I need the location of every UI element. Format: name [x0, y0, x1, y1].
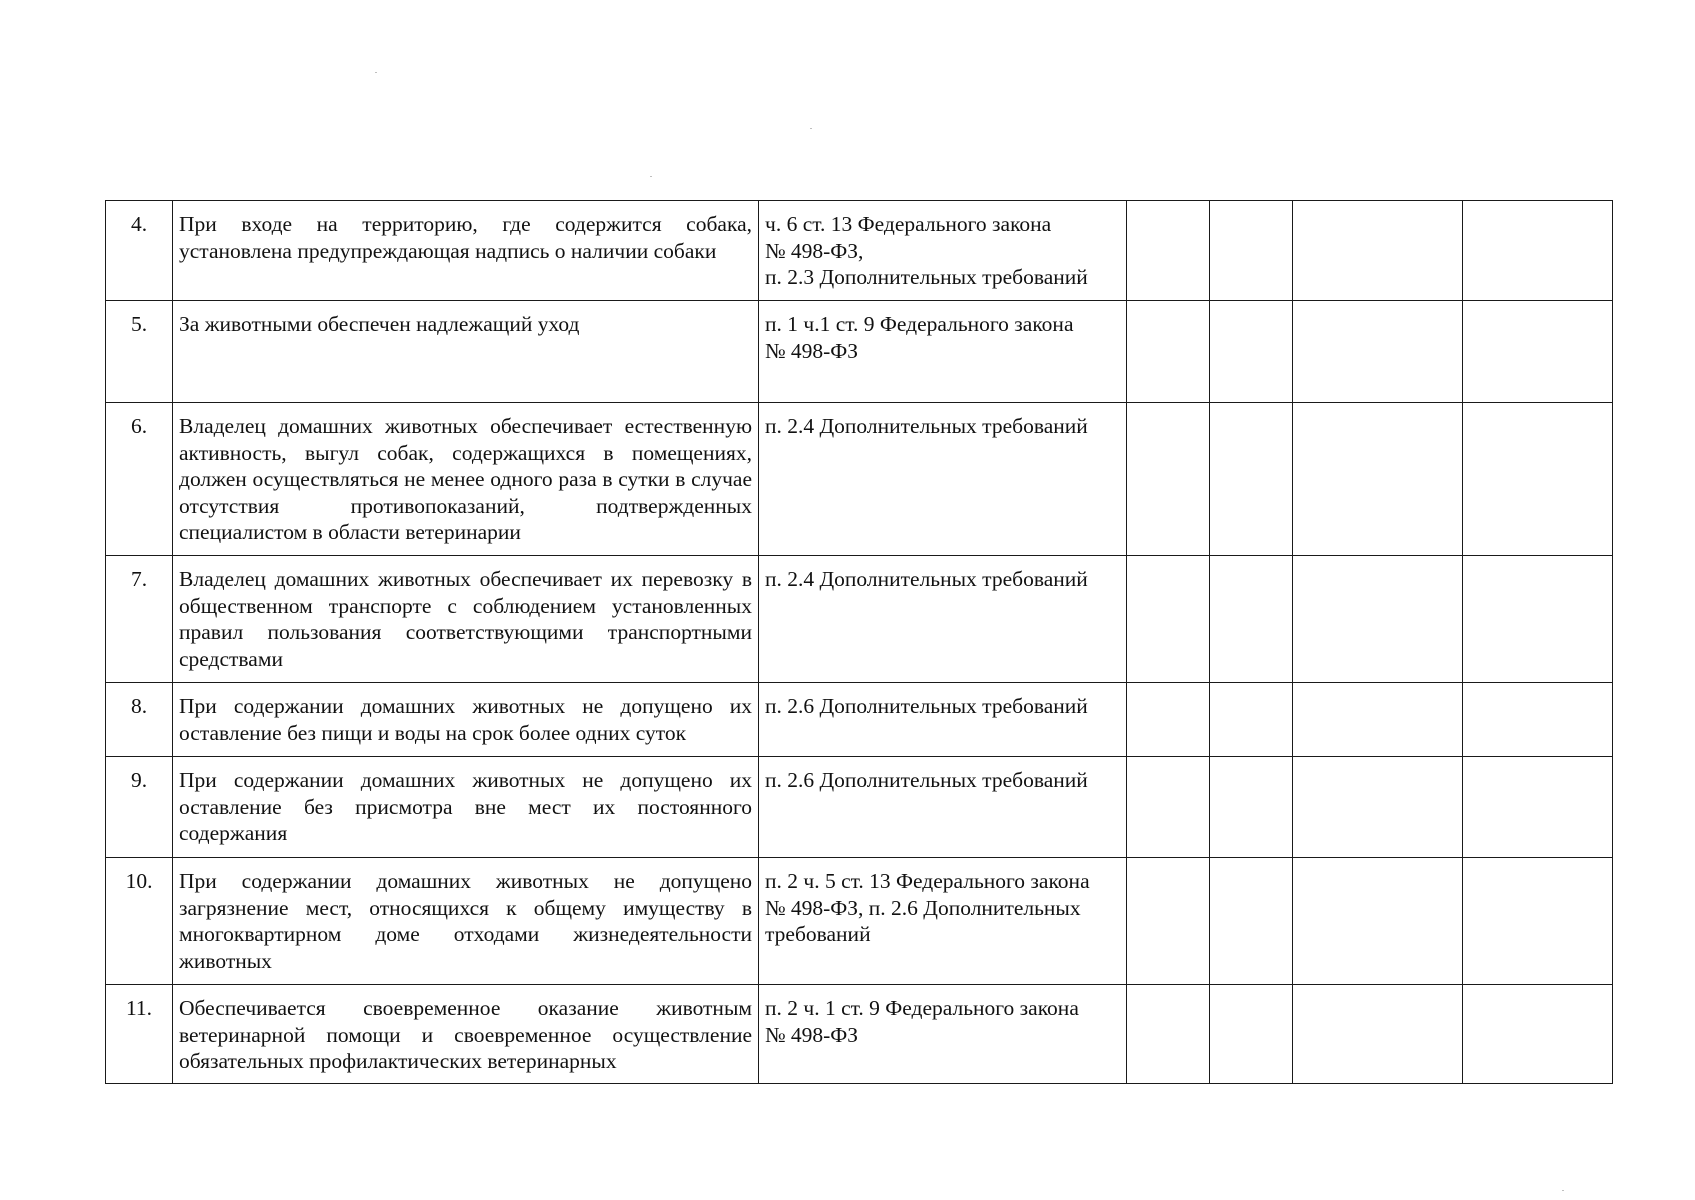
table-row	[106, 403, 1613, 556]
blank-cell	[1127, 858, 1210, 985]
blank-cell	[1210, 403, 1293, 556]
blank-cell	[1463, 858, 1613, 985]
requirement-cell: Владелец домашних животных обеспечивает естественную активность, выгул собак, содержащихся в помещениях, должен осуществляться не менее одного раза в сутки в случае отсутствия противопоказаний, подтвержденных специалистом в области ветеринарии	[173, 403, 759, 556]
reference-line: п. 2.6 Дополнительных требований	[765, 694, 1088, 718]
table-row	[106, 985, 1613, 1084]
blank-cell	[1210, 683, 1293, 757]
blank-cell	[1127, 301, 1210, 403]
blank-cell	[1293, 201, 1463, 301]
legal-reference-cell	[759, 985, 1127, 1084]
requirement-cell: При содержании домашних животных не допущено их оставление без присмотра вне мест их постоянного содержания	[173, 757, 759, 858]
blank-cell	[1210, 858, 1293, 985]
blank-cell	[1127, 403, 1210, 556]
blank-cell	[1293, 757, 1463, 858]
reference-line: п. 1 ч.1 ст. 9 Федерального закона	[765, 312, 1074, 336]
reference-line: п. 2.6 Дополнительных требований	[765, 768, 1088, 792]
requirement-cell: При содержании домашних животных не допущено их оставление без пищи и воды на срок более одних суток	[173, 683, 759, 757]
legal-reference-cell	[759, 757, 1127, 858]
blank-cell	[1210, 201, 1293, 301]
reference-line: № 498-ФЗ	[765, 1022, 859, 1047]
blank-cell	[1210, 985, 1293, 1084]
checklist-table	[105, 200, 1613, 1084]
table-row	[106, 858, 1613, 985]
reference-line: № 498-ФЗ,	[765, 238, 864, 263]
legal-reference-cell	[759, 403, 1127, 556]
reference-line: ч. 6 ст. 13 Федерального закона	[765, 212, 1052, 236]
blank-cell	[1210, 556, 1293, 683]
blank-cell	[1210, 757, 1293, 858]
blank-cell	[1463, 301, 1613, 403]
legal-reference-cell	[759, 683, 1127, 757]
row-number-cell: 11.	[106, 985, 173, 1084]
blank-cell	[1127, 201, 1210, 301]
reference-line: № 498-ФЗ, п. 2.6 Дополнительных	[765, 895, 1081, 920]
row-number-cell: 6.	[106, 403, 173, 556]
blank-cell	[1293, 858, 1463, 985]
requirement-cell: При содержании домашних животных не допущено загрязнение мест, относящихся к общему имуществу в многоквартирном доме отходами жизнедеятельности животных	[173, 858, 759, 985]
blank-cell	[1463, 201, 1613, 301]
requirement-cell: Обеспечивается своевременное оказание животным ветеринарной помощи и своевременное осуществление обязательных профилактических ветеринарных	[173, 985, 759, 1084]
row-number-cell: 8.	[106, 683, 173, 757]
reference-line: п. 2 ч. 1 ст. 9 Федерального закона	[765, 996, 1079, 1020]
requirement-cell: За животными обеспечен надлежащий уход	[173, 301, 759, 403]
table-row	[106, 201, 1613, 301]
row-number-cell: 10.	[106, 858, 173, 985]
row-number-cell: 9.	[106, 757, 173, 858]
blank-cell	[1127, 556, 1210, 683]
blank-cell	[1463, 403, 1613, 556]
scan-speck	[375, 72, 377, 73]
reference-line: требований	[765, 922, 871, 946]
table-row	[106, 556, 1613, 683]
blank-cell	[1127, 757, 1210, 858]
blank-cell	[1463, 556, 1613, 683]
scan-speck	[650, 176, 652, 177]
scan-speck	[1562, 1190, 1564, 1191]
legal-reference-cell	[759, 201, 1127, 301]
blank-cell	[1127, 985, 1210, 1084]
blank-cell	[1463, 985, 1613, 1084]
reference-line: п. 2.4 Дополнительных требований	[765, 414, 1088, 438]
blank-cell	[1210, 301, 1293, 403]
table-row	[106, 757, 1613, 858]
scan-speck	[810, 128, 812, 129]
reference-line: п. 2.4 Дополнительных требований	[765, 567, 1088, 591]
table-row	[106, 683, 1613, 757]
table-row	[106, 301, 1613, 403]
blank-cell	[1293, 301, 1463, 403]
blank-cell	[1293, 556, 1463, 683]
blank-cell	[1293, 683, 1463, 757]
table-body	[106, 201, 1613, 1084]
legal-reference-cell	[759, 556, 1127, 683]
requirement-cell: При входе на территорию, где содержится собака, установлена предупреждающая надпись о наличии собаки	[173, 201, 759, 301]
blank-cell	[1127, 683, 1210, 757]
reference-line: п. 2 ч. 5 ст. 13 Федерального закона	[765, 869, 1090, 893]
legal-reference-cell	[759, 858, 1127, 985]
reference-line: п. 2.3 Дополнительных требований	[765, 265, 1088, 289]
requirement-cell: Владелец домашних животных обеспечивает их перевозку в общественном транспорте с соблюдением установленных правил пользования соответствующими транспортными средствами	[173, 556, 759, 683]
legal-reference-cell	[759, 301, 1127, 403]
reference-line: № 498-ФЗ	[765, 338, 859, 363]
row-number-cell: 7.	[106, 556, 173, 683]
row-number-cell: 5.	[106, 301, 173, 403]
blank-cell	[1293, 403, 1463, 556]
blank-cell	[1463, 757, 1613, 858]
blank-cell	[1293, 985, 1463, 1084]
blank-cell	[1463, 683, 1613, 757]
row-number-cell: 4.	[106, 201, 173, 301]
